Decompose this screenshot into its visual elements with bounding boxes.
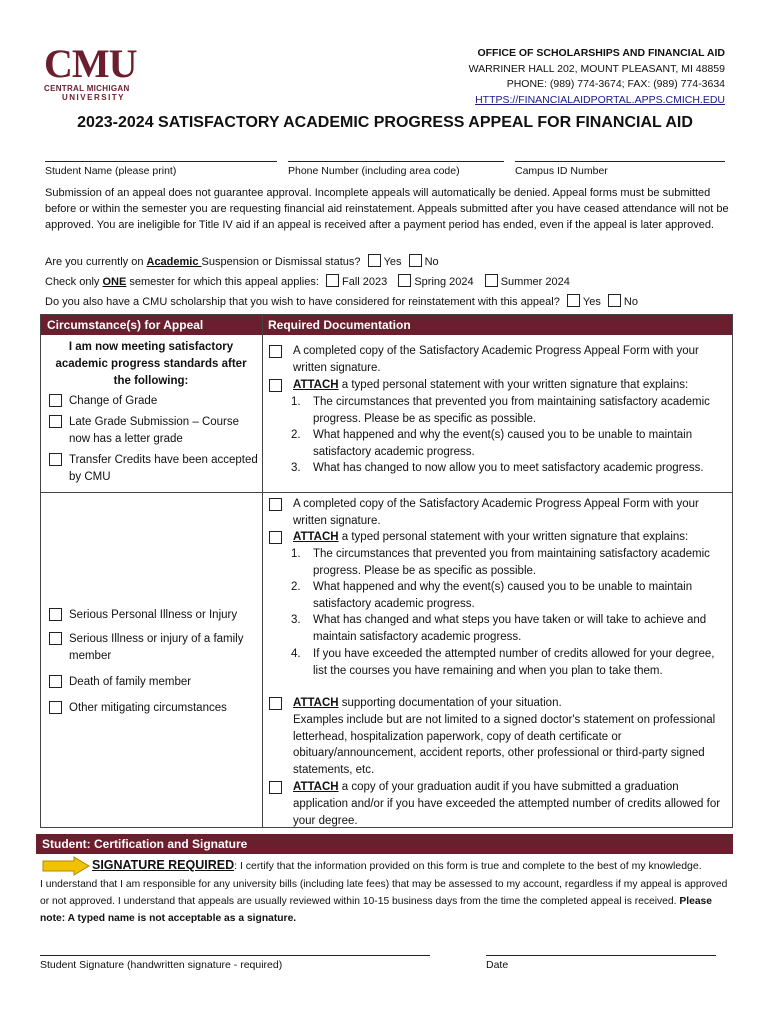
logo-line2: UNIVERSITY (62, 93, 126, 102)
row1-item-1: 1. The circumstances that prevented you from maintaining satisfactory academic progress. Please be as specific as possible. (291, 394, 725, 428)
row2-doc-statement (269, 529, 725, 546)
suspension-yes-checkbox[interactable] (368, 254, 381, 267)
attach-label: ATTACH (293, 697, 339, 709)
attach-label: ATTACH (293, 781, 339, 793)
attach-label: ATTACH (293, 379, 339, 391)
office-title: OFFICE OF SCHOLARSHIPS AND FINANCIAL AID (477, 47, 725, 59)
row2-item-2: 2. What happened and why the event(s) caused you to be unable to maintain satisfactory academic progress. (291, 579, 725, 613)
row1-statement-checkbox[interactable] (269, 379, 282, 392)
row-divider (41, 492, 732, 493)
row2-doc-audit (269, 779, 725, 829)
q2-underlined: ONE (102, 276, 127, 288)
row1-form-checkbox[interactable] (269, 345, 282, 358)
row2-item-3: 3. What has changed and what steps you have taken or will take to achieve and maintain satisfactory academic progress. (291, 612, 725, 646)
row1-doc-form (269, 343, 725, 377)
certification-header: Student: Certification and Signature (36, 834, 733, 854)
question-semester (45, 274, 570, 290)
q1-underlined: Academic (146, 256, 202, 268)
row2-item-1: 1. The circumstances that prevented you from maintaining satisfactory academic progress. Please be as specific as possible. (291, 546, 725, 580)
fall-label: Fall 2023 (342, 276, 388, 288)
intro-paragraph: Submission of an appeal does not guarantee approval. Incomplete appeals will automatically be denied. Appeal forms must be submitted before or within the semester you are requesting financial aid reinstatement. Appeals submitted after you have ceased attendance will not be approved. You are ineligible for Title IV aid if an appeal is received after a payment period has ended, even if the appeal is later approved. (45, 187, 729, 232)
arrow-right-icon (42, 856, 90, 876)
student-name-line[interactable] (45, 161, 277, 162)
signature-line[interactable] (40, 955, 430, 956)
summer-2024-checkbox[interactable] (485, 274, 498, 287)
no-label: No (424, 256, 439, 268)
spring-label: Spring 2024 (414, 276, 474, 288)
row2-doc-supporting (269, 695, 725, 779)
transfer-credits-checkbox[interactable] (49, 453, 62, 466)
row2-doc-form (269, 496, 725, 530)
doc-text: a typed personal statement with your written signature that explains: (338, 531, 689, 543)
certification-body: I understand that I am responsible for any university bills (including late fees) that may be assessed to my account, regardless if my appeal is approved or not approved. I understand that appeals are usually reviewed within 10-15 business days from the time the completed appeal is received. (40, 879, 728, 907)
family-illness-option (49, 631, 259, 665)
campus-id-label: Campus ID Number (515, 165, 608, 177)
item-text: The circumstances that prevented you from maintaining satisfactory academic progress. Please be as specific as possible. (313, 548, 710, 577)
row2-item-4: 4. If you have exceeded the attempted number of credits allowed for your degree, list the courses you have remaining and when you plan to take them. (291, 646, 725, 680)
doc-text: a copy of your graduation audit if you have submitted a graduation application and/or if you have exceeded the attempted number of credits allowed for your degree. (293, 781, 721, 827)
doc-text: a typed personal statement with your written signature that explains: (338, 379, 689, 391)
change-of-grade-checkbox[interactable] (49, 394, 62, 407)
table-header (41, 315, 732, 335)
option-label: Serious Illness or injury of a family member (69, 633, 244, 662)
q1-text-b: Suspension or Dismissal status? (201, 256, 361, 268)
page-title: 2023-2024 SATISFACTORY ACADEMIC PROGRESS APPEAL FOR FINANCIAL AID (77, 114, 693, 131)
family-illness-checkbox[interactable] (49, 632, 62, 645)
option-label: Change of Grade (69, 395, 158, 407)
item-text: What happened and why the event(s) caused you to be unable to maintain satisfactory academic progress. (313, 581, 693, 610)
other-mitigating-option (49, 700, 259, 717)
row1-doc-statement (269, 377, 725, 394)
col-circumstances: Circumstance(s) for Appeal (47, 318, 204, 332)
row2-form-checkbox[interactable] (269, 498, 282, 511)
col-documentation: Required Documentation (268, 318, 411, 332)
row2-audit-checkbox[interactable] (269, 781, 282, 794)
question-scholarship (45, 294, 638, 310)
death-family-option (49, 674, 259, 691)
student-name-label: Student Name (please print) (45, 165, 177, 177)
phone-label: Phone Number (including area code) (288, 165, 460, 177)
option-label: Late Grade Submission – Course now has a letter grade (69, 416, 240, 445)
row1-item-2: 2. What happened and why the event(s) caused you to be unable to maintain satisfactory academic progress. (291, 427, 725, 461)
personal-illness-option (49, 607, 259, 624)
item-text: The circumstances that prevented you from maintaining satisfactory academic progress. Please be as specific as possible. (313, 396, 710, 425)
option-label: Serious Personal Illness or Injury (69, 609, 238, 621)
phone-line[interactable] (288, 161, 504, 162)
office-phone: PHONE: (989) 774-3674; FAX: (989) 774-3634 (506, 78, 725, 90)
change-of-grade-option (49, 393, 259, 410)
other-mitigating-checkbox[interactable] (49, 701, 62, 714)
row1-heading: I am now meeting satisfactory academic progress standards after the following: (55, 341, 247, 387)
appeal-table (40, 314, 733, 828)
doc-text: A completed copy of the Satisfactory Academic Progress Appeal Form with your written signature. (293, 498, 699, 527)
scholarship-yes-checkbox[interactable] (567, 294, 580, 307)
campus-id-line[interactable] (515, 161, 725, 162)
late-grade-option (49, 414, 259, 448)
item-text: If you have exceeded the attempted number of credits allowed for your degree, list the courses you have remaining and when you plan to take them. (313, 648, 715, 677)
row2-supporting-checkbox[interactable] (269, 697, 282, 710)
signature-required-text: : I certify that the information provided on this form is true and complete to the best of my knowledge. (234, 860, 702, 872)
death-family-checkbox[interactable] (49, 675, 62, 688)
summer-label: Summer 2024 (500, 276, 570, 288)
q2-text-b: semester for which this appeal applies: (126, 276, 319, 288)
column-divider (262, 315, 263, 827)
date-label: Date (486, 959, 509, 971)
option-label: Other mitigating circumstances (69, 702, 227, 714)
option-label: Death of family member (69, 676, 192, 688)
question-suspension (45, 254, 439, 270)
item-text: What has changed to now allow you to meet satisfactory academic progress. (313, 462, 704, 474)
option-label: Transfer Credits have been accepted by CMU (69, 454, 258, 483)
office-address: WARRINER HALL 202, MOUNT PLEASANT, MI 48859 (468, 62, 725, 75)
office-info (469, 46, 725, 108)
certification-text (40, 876, 730, 927)
fall-2023-checkbox[interactable] (326, 274, 339, 287)
cmu-logo (44, 41, 154, 102)
item-text: What has changed and what steps you have taken or will take to achieve and maintain satisfactory academic progress. (313, 614, 707, 643)
doc-text: supporting documentation of your situation. (338, 697, 562, 709)
attach-label: ATTACH (293, 531, 339, 543)
row1-item-3: 3. What has changed to now allow you to meet satisfactory academic progress. (291, 460, 725, 477)
late-grade-checkbox[interactable] (49, 415, 62, 428)
scholarship-no-checkbox[interactable] (608, 294, 621, 307)
row2-statement-checkbox[interactable] (269, 531, 282, 544)
no-label: No (623, 296, 638, 308)
personal-illness-checkbox[interactable] (49, 608, 62, 621)
signature-required (92, 858, 702, 872)
office-url-link[interactable]: HTTPS://FINANCIALAIDPORTAL.APPS.CMICH.EDU (475, 93, 725, 106)
certification-note: Please note: A typed name is not acceptable as a signature. (40, 896, 712, 924)
signature-label: Student Signature (handwritten signature - required) (40, 959, 283, 971)
logo-mark: CMU (44, 41, 137, 86)
doc-text: A completed copy of the Satisfactory Academic Progress Appeal Form with your written signature. (293, 345, 699, 374)
q1-text-a: Are you currently on (45, 256, 147, 268)
transfer-credits-option (49, 452, 259, 486)
yes-label: Yes (582, 296, 601, 308)
suspension-no-checkbox[interactable] (409, 254, 422, 267)
signature-required-label: SIGNATURE REQUIRED (92, 858, 235, 872)
item-text: What happened and why the event(s) caused you to be unable to maintain satisfactory academic progress. (313, 429, 693, 458)
q2-text-a: Check only (45, 276, 103, 288)
q3-text: Do you also have a CMU scholarship that you wish to have considered for reinstatement with this appeal? (45, 296, 560, 308)
spring-2024-checkbox[interactable] (398, 274, 411, 287)
doc-examples: Examples include but are not limited to a signed doctor's statement on professional letterhead, hospitalization paperwork, copy of death certificate or obituary/announcement, accident reports, other professional or third-party signed statements, etc. (293, 713, 716, 777)
date-line[interactable] (486, 955, 716, 956)
yes-label: Yes (383, 256, 402, 268)
logo-line1: CENTRAL MICHIGAN (44, 84, 130, 93)
